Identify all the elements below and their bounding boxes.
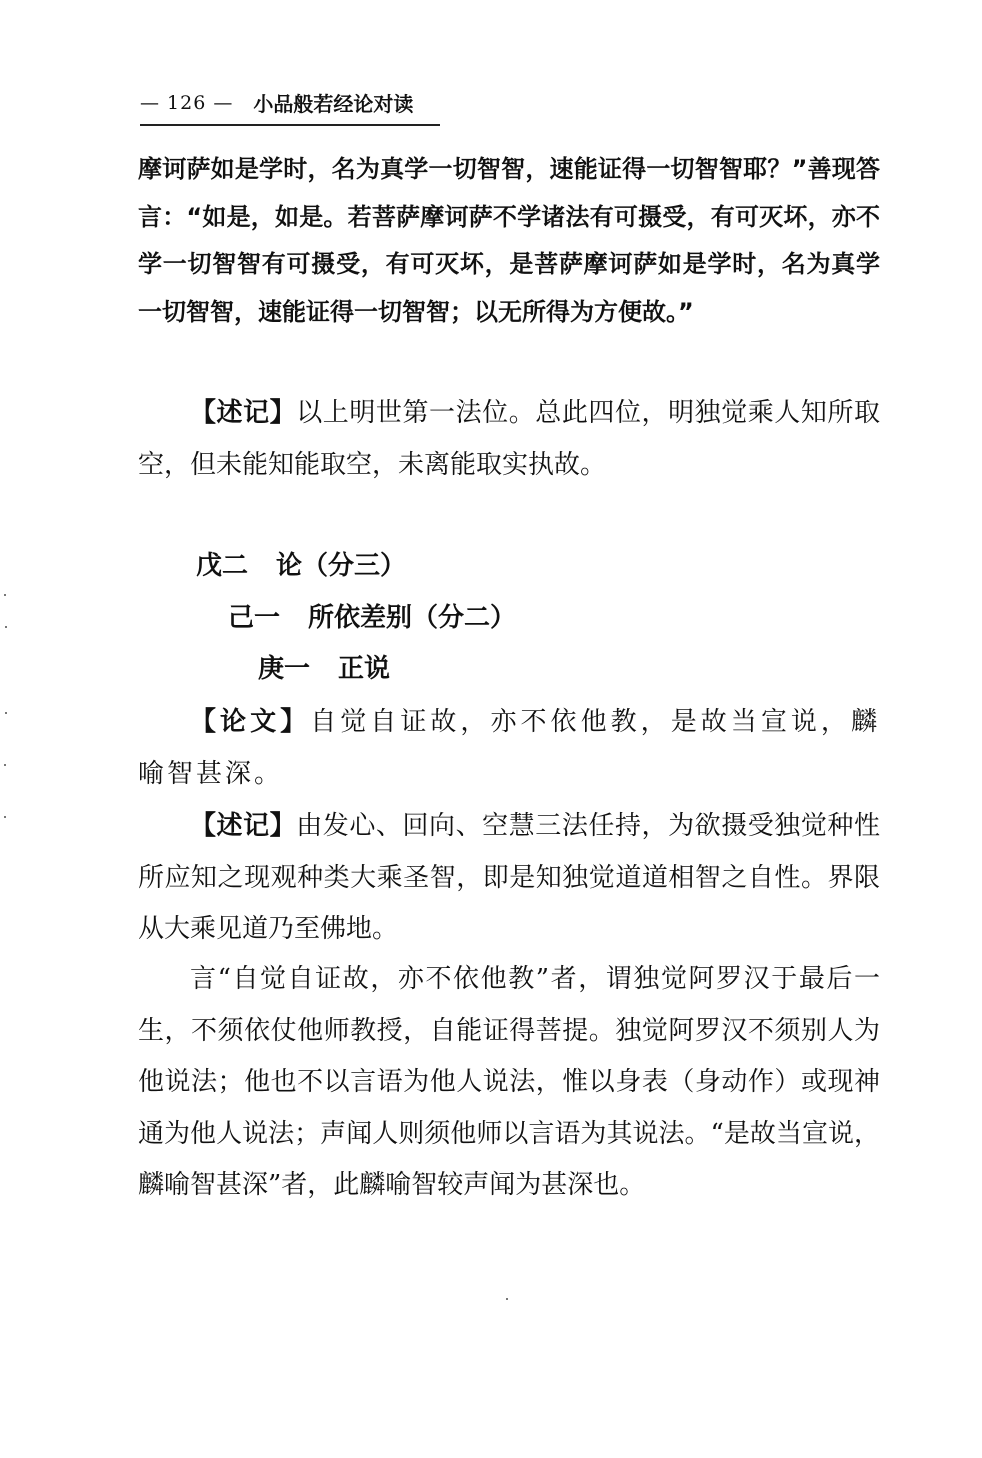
heading-title: 正说 [338,654,391,684]
scan-speck [4,816,6,818]
treatise-tag: 【论文】 [190,707,311,737]
commentary-tag: 【述记】 [190,398,297,428]
sutra-passage: 摩诃萨如是学时，名为真学一切智智，速能证得一切智智耶？”善现答言：“如是，如是。若菩萨摩诃萨不学诸法有可摄受，有可灭坏，亦不学一切智智有可摄受，有可灭坏，是菩萨摩诃萨如是学时，名为真学一切智智，速能证得一切智智；以无所得为方便故。” [138,155,880,326]
running-header [140,88,440,126]
commentary-text: 以上明世第一法位。总此四位，明独觉乘人知所取空，但未能知能取空，未离能取实执故。 [138,398,880,480]
treatise-verse [138,697,880,800]
scan-speck [506,1298,508,1300]
commentary-paragraph-3: 言“自觉自证故，亦不依他教”者，谓独觉阿罗汉于最后一生，不须依仗他师教授，自能证得菩提。独觉阿罗汉不须别人为他说法；他也不以言语为他人说法，惟以身表（身动作）或现神通为他人说法；声闻人则须他师以言语为其说法。“是故当宣说，麟喻智甚深”者，此麟喻智较声闻为甚深也。 [138,964,880,1200]
heading-label: 己一 [228,603,281,633]
scan-speck [5,626,7,628]
scan-speck [4,764,6,766]
scan-speck [4,594,6,596]
treatise-text: 自觉自证故，亦不依他教，是故当宣说，麟喻智甚深。 [138,707,880,789]
heading-label: 庚一 [258,654,311,684]
section-heading-level-1 [196,546,406,586]
heading-title: 所依差别（分二） [308,603,517,633]
heading-label: 戊二 [196,551,249,581]
heading-title: 论（分三） [276,551,407,581]
commentary-text: 由发心、回向、空慧三法任持，为欲摄受独觉种性所应知之现观种类大乘圣智，即是知独觉道道相智之自性。界限从大乘见道乃至佛地。 [138,811,880,944]
book-title: 小品般若经论对读 [253,92,414,116]
scan-speck [5,712,7,714]
section-heading-level-3 [258,649,390,689]
page-number: — 126 — [140,91,234,114]
commentary-paragraph-1 [138,388,880,491]
commentary-paragraph-2 [138,801,880,956]
section-heading-level-2 [228,598,516,638]
commentary-tag: 【述记】 [190,811,297,841]
